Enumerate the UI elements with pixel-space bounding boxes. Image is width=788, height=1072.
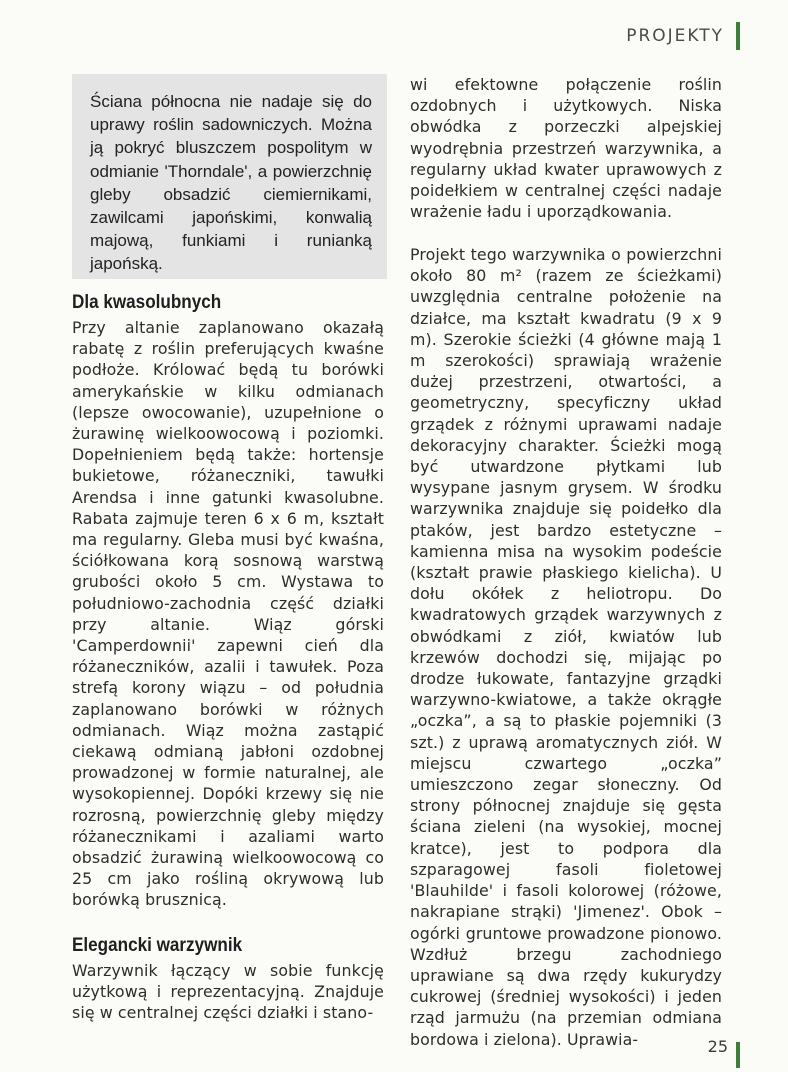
section-body-warzywnik: Warzywnik łączący w sobie funkcję użytkową i reprezentacyjną. Znajduje się w centralnej części działki i stano- bbox=[72, 961, 384, 1023]
footer-accent-bar bbox=[736, 1042, 740, 1068]
header-accent-bar bbox=[736, 22, 740, 50]
section-body-kwasolubne: Przy altanie zaplanowano okazałą rabatę z roślin preferujących kwaśne podłoże. Królować będą tu borówki amerykańskie w kilku odmianach (lepsze owocowanie), uzupełnione o żurawinę wielkoowocową i poziomki. Dopełnieniem będą także: hortensje bukietowe, różaneczniki, tawułki Arendsa i inne gatunki kwasolubne. Rabata zajmuje teren 6 x 6 m, kształt ma regularny. Gleba musi być kwaśna, ściółkowana korą sosnową warstwą grubości około 5 cm. Wystawa to południowo-zachodnia część działki przy altanie. Wiąz górski 'Camperdownii' zapewni cień dla różaneczników, azalii i tawułek. Poza strefą korony wiązu – od południa zaplanowano borówki w różnych odmianach. Wiąz można zastąpić ciekawą odmianą jabłoni ozdobnej prowadzonej w formie naturalnej, ale wysokopiennej. Dopóki krzewy się nie rozrosną, powierzchnię gleby między różanecznikami i azaliami warto obsadzić żurawiną wielkoowocową co 25 cm jako rośliną okrywową lub borówką brusznicą. bbox=[72, 318, 384, 910]
section-header: PROJEKTY bbox=[626, 26, 724, 46]
right-column-paragraph-1: wi efektowne połączenie roślin ozdobnych i użytkowych. Niska obwódka z porzeczki alpejskiej wyodrębnia przestrzeń warzywnika, a regularny układ kwater uprawowych z poidełkiem w centralnej części nadaje wrażenie ładu i uporządkowania. bbox=[410, 75, 722, 222]
section-title-kwasolubne: Dla kwasolubnych bbox=[72, 292, 222, 313]
note-box-text: Ściana północna nie nadaje się do uprawy roślin sadowniczych. Można ją pokryć bluszczem pospolitym w odmianie 'Thorndale', a powierzchnię gleby obsadzić ciemiernikami, zawilcami japońskimi, konwalią majową, funkiami i runianką japońską. bbox=[90, 92, 372, 274]
right-column-paragraph-2: Projekt tego warzywnika o powierzchni około 80 m² (razem ze ścieżkami) uwzględnia centralne położenie na działce, ma kształt kwadratu (9 x 9 m). Szerokie ścieżki (4 główne mają 1 m szerokości) sprawiają wrażenie dużej przestrzeni, otwartości, a geometryczny, specyficzny układ grządek z różnymi uprawami nadaje dekoracyjny charakter. Ścieżki mogą być utwardzone płytkami lub wysypane jasnym grysem. W środku warzywnika znajduje się poidełko dla ptaków, jest bardzo estetyczne – kamienna misa na wysokim podeście (kształt prawie płaskiego kielicha). U dołu okółek z heliotropu. Do kwadratowych grządek warzywnych z obwódkami z ziół, kwiatów lub krzewów dochodzi się, mijając po drodze łukowate, fantazyjne grządki warzywno-kwiatowe, a także okrągłe „oczka”, a są to płaskie pojemniki (3 szt.) z uprawą aromatycznych ziół. W miejscu czwartego „oczka” umieszczono zegar słoneczny. Od strony północnej znajduje się gęsta ściana zieleni (na wysokiej, mocnej kratce), jest to podpora dla szparagowej fasoli fioletowej 'Blauhilde' i fasoli kolorowej (różowe, nakrapiane strąki) 'Jimenez'. Obok – ogórki gruntowe prowadzone pionowo. Wzdłuż brzegu zachodniego uprawiane są dwa rzędy kukurydzy cukrowej (średniej wysokości) i jeden rząd jarmużu (na przemian odmiana bordowa i zielona). Uprawia- bbox=[410, 245, 722, 1049]
section-title-warzywnik: Elegancki warzywnik bbox=[72, 935, 243, 956]
page-number: 25 bbox=[707, 1037, 728, 1056]
